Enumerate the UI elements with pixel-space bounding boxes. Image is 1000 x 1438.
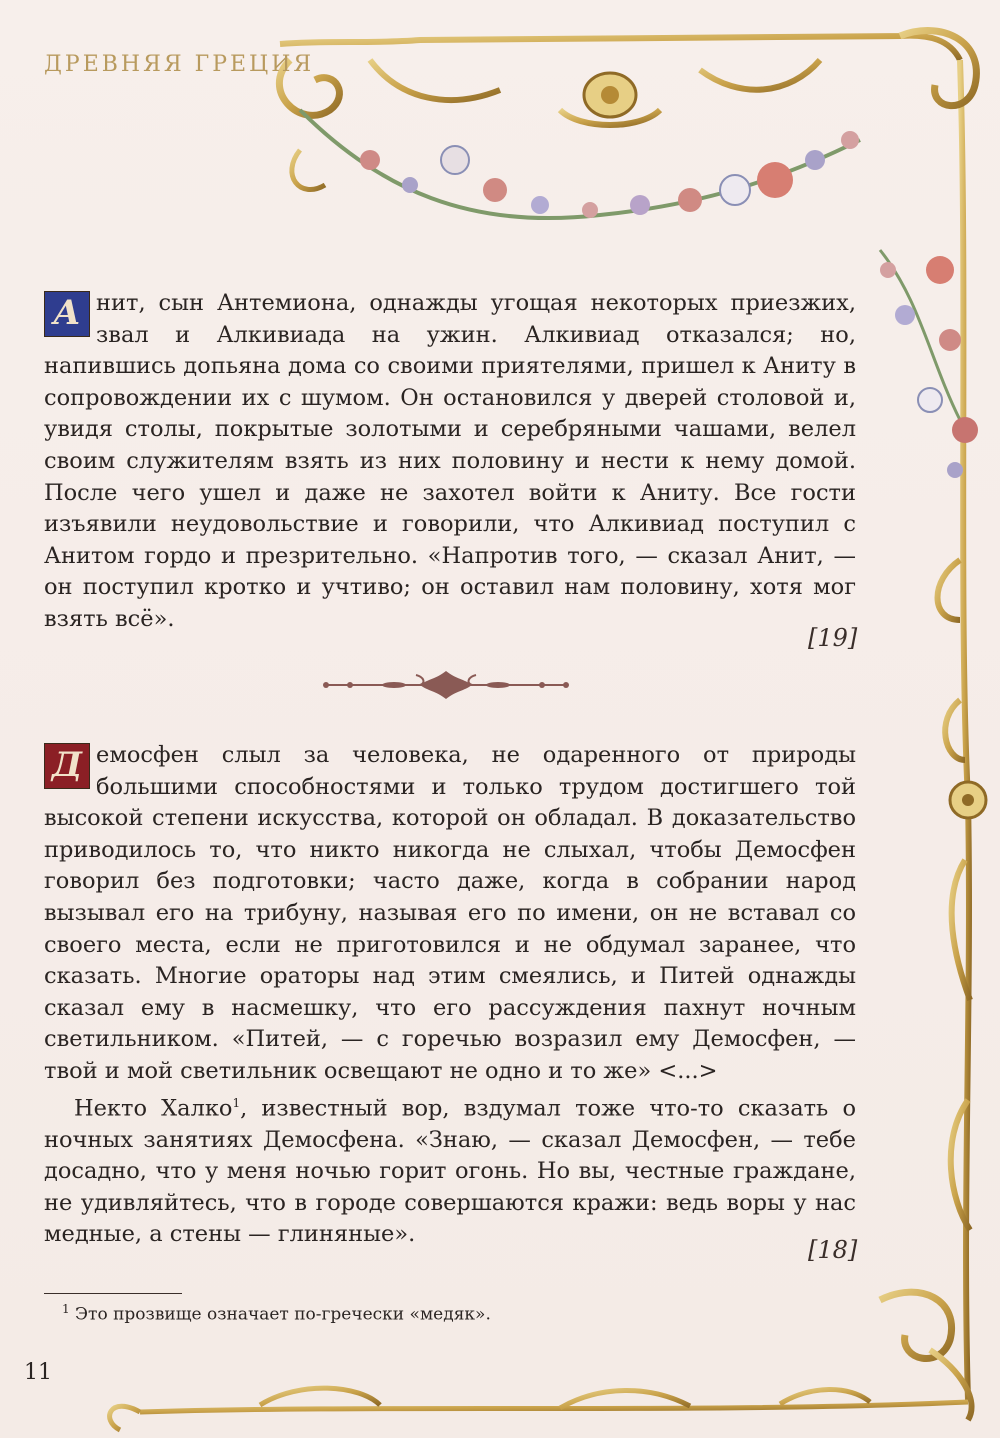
- divider-ornament: [316, 665, 576, 705]
- footnote-divider: [44, 1293, 182, 1294]
- story-demosthenes-text-1: емосфен слыл за человека, не одаренного от природы большими способностями и только трудом достигшего той высокой степени искусства, которой он обладал. В доказательство приводилось то, что никто никогда не слыхал, чтобы Демосфен говорил без подготовки; часто даже, когда в собрании народ вызывал его на трибуну, называя его по имени, он не вставал со своего места, если не приготовился и не обдумал заранее, что сказать. Многие ораторы над этим смеялись, и Питей однажды сказал ему в насмешку, что его рассуждения пахнут ночным светильником. «Питей, — с горечью возразил ему Демосфен, — твой и мой светильник освещают не одно и то же» <...>: [44, 742, 856, 1084]
- drop-cap-initial: А: [44, 291, 90, 337]
- drop-cap-initial: Д: [44, 743, 90, 789]
- story-demosthenes: [44, 740, 856, 1251]
- source-reference: [19]: [808, 624, 858, 652]
- page-number: 11: [24, 1360, 52, 1385]
- story-demosthenes-paragraph-2: Некто Халко$^1$, известный вор, вздумал тоже что-то сказать о ночных занятиях Демосфена. «Знаю, — сказал Демосфен, — тебе досадно, что у меня ночью горит огонь. Но вы, честные граждане, не удивляйтесь, что в городе совершаются кражи: ведь воры у нас медные, а стены — глиняные».: [44, 1095, 857, 1248]
- story-demosthenes-paragraph-1: [44, 740, 856, 1088]
- story-alcibiades-text: нит, сын Антемиона, однажды угощая некоторых приезжих, звал и Алкивиада на ужин. Алкивиад отказался; но, напившись допьяна дома со своими приятелями, пришел к Аниту в сопровождении их с шумом. Он остановился у дверей столовой и, увидя столы, покрытые золотыми и серебряными чашами, велел своим служителям взять из них половину и нести к нему домой. После чего ушел и даже не захотел войти к Аниту. Все гости изъявили неудовольствие и говорили, что Алкивиад поступил с Анитом гордо и презрительно. «Напротив того, — сказал Анит, — он поступил кротко и учтиво; он оставил нам половину, хотя мог взять всё».: [44, 290, 856, 632]
- story-alcibiades-paragraph: [44, 288, 856, 636]
- section-title: ДРЕВНЯЯ ГРЕЦИЯ: [44, 52, 315, 77]
- footnote-marker[interactable]: 1: [232, 1095, 241, 1110]
- story-alcibiades: [44, 288, 856, 636]
- footnote: $^1$ Это прозвище означает по-гречески «медяк».: [62, 1302, 491, 1325]
- source-reference: [18]: [808, 1236, 858, 1264]
